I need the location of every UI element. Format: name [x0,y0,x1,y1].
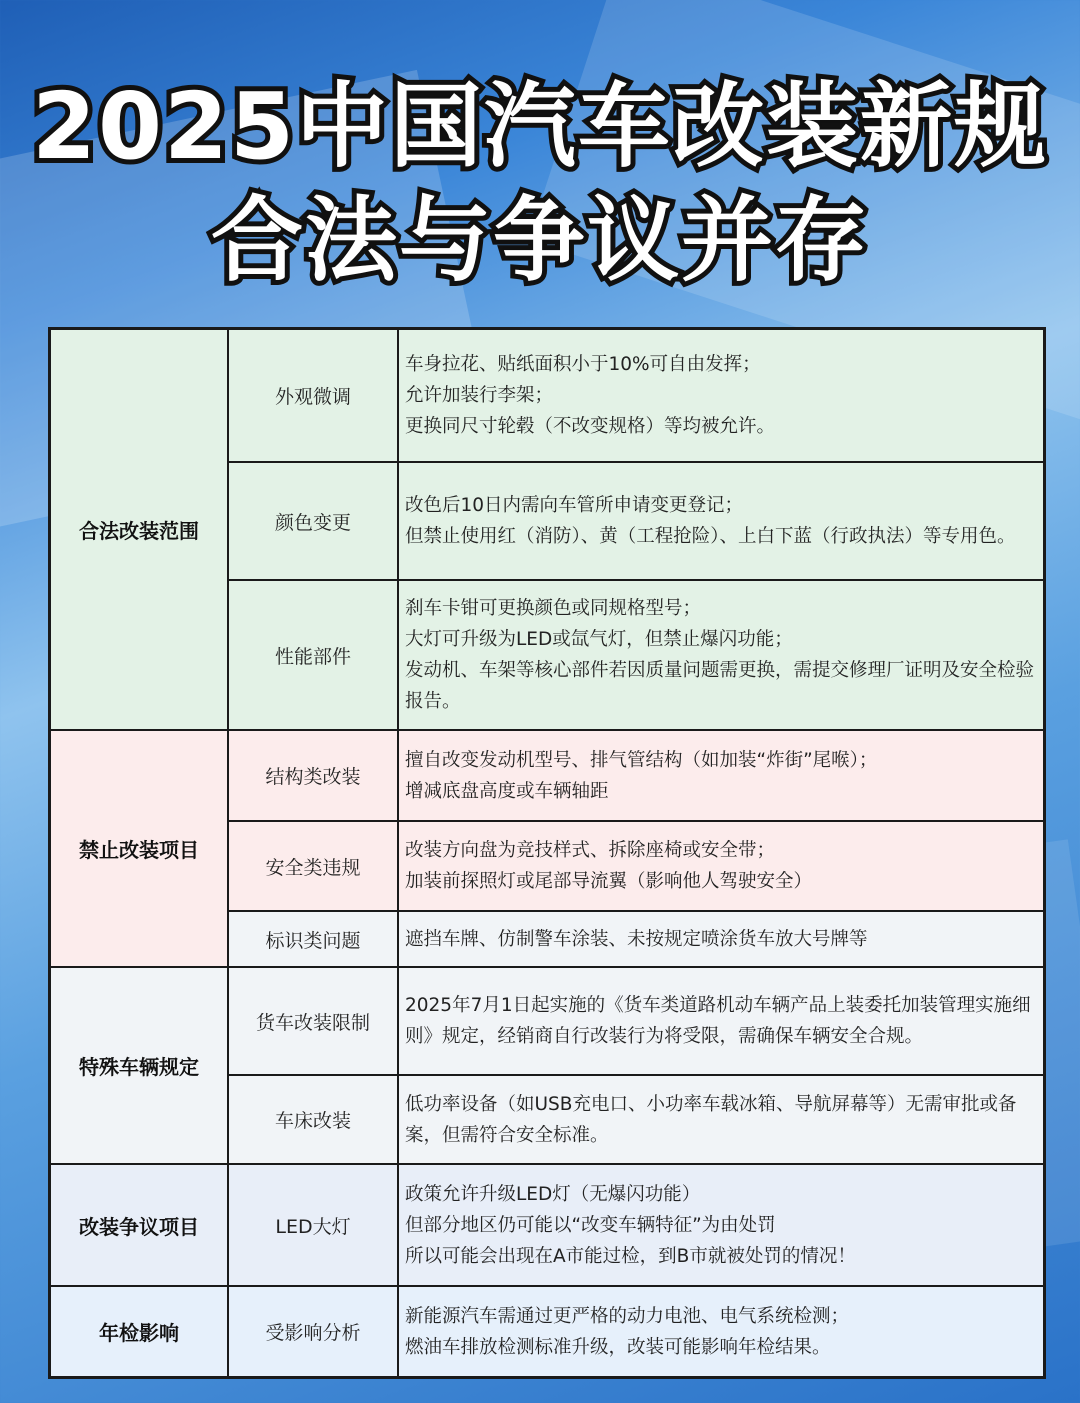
content-line: 车身拉花、贴纸面积小于10%可自由发挥； [405,354,761,375]
row-category: 车床改装 [229,1076,399,1163]
content-line: 擅自改变发动机型号、排气管结构（如加装“炸街”尾喉）； [405,749,878,771]
row-content [399,822,1043,910]
row-category: 受影响分析 [229,1287,399,1376]
content-line: 燃油车排放检测标准升级，改装可能影响年检结果。 [405,1336,831,1358]
table-row [229,1287,1043,1376]
content-line: 政策允许升级LED灯（无爆闪功能） [405,1183,701,1205]
content-line: 刹车卡钳可更换颜色或同规格型号； [405,598,702,619]
row-category: 安全类违规 [229,822,399,910]
table-row [229,731,1043,822]
content-line: 更换同尺寸轮毂（不改变规格）等均被允许。 [405,416,776,437]
content-line: 加装前探照灯或尾部导流翼（影响他人驾驶安全） [405,871,813,892]
row-category: 标识类问题 [229,912,399,966]
section-legal-scope [51,330,1043,731]
row-content [399,1165,1043,1285]
poster-title-line1: 2025中国汽车改装新规 [31,73,1049,180]
table-row [229,968,1043,1076]
row-content [399,1076,1043,1163]
table-row [229,581,1043,729]
row-category: 颜色变更 [229,463,399,579]
table-row [229,1076,1043,1163]
content-line: 改色后10日内需向车管所申请变更登记； [405,495,744,516]
content-line: 新能源汽车需通过更严格的动力电池、电气系统检测； [405,1305,850,1327]
table-row [229,1165,1043,1285]
row-category: LED大灯 [229,1165,399,1285]
content-line: 改装方向盘为竞技样式、拆除座椅或安全带； [405,840,776,861]
content-line: 发动机、车架等核心部件若因质量问题需更换，需提交修理厂证明及安全检验报告。 [405,660,1035,712]
row-content [399,912,1043,966]
row-content [399,330,1043,461]
section-prohibited [51,731,1043,968]
content-line: 但禁止使用红（消防）、黄（工程抢险）、上白下蓝（行政执法）等专用色。 [405,526,1016,547]
poster-title-line2: 合法与争议并存 [210,187,869,294]
row-category: 性能部件 [229,581,399,729]
section-label: 合法改装范围 [51,330,229,729]
row-content [399,581,1043,729]
section-special-vehicles [51,968,1043,1165]
section-disputed [51,1165,1043,1287]
content-line: 但部分地区仍可能以“改变车辆特征”为由处罚 [405,1214,776,1236]
row-content [399,1287,1043,1376]
section-label: 禁止改装项目 [51,731,229,966]
content-line: 允许加装行李架； [405,385,554,406]
content-line: 2025年7月1日起实施的《货车类道路机动车辆产品上装委托加装管理实施细则》规定，经销商自行改装行为将受限，需确保车辆安全合规。 [405,995,1031,1047]
table-row [229,463,1043,581]
table-row [229,330,1043,463]
regulation-table [48,327,1046,1379]
row-content [399,968,1043,1074]
section-annual-inspection [51,1287,1043,1376]
section-label: 改装争议项目 [51,1165,229,1285]
content-line: 大灯可升级为LED或氙气灯，但禁止爆闪功能； [405,629,793,650]
row-category: 结构类改装 [229,731,399,820]
section-label: 年检影响 [51,1287,229,1376]
content-line: 所以可能会出现在A市能过检，到B市就被处罚的情况！ [405,1245,856,1267]
section-label: 特殊车辆规定 [51,968,229,1163]
row-content [399,463,1043,579]
content-line: 增减底盘高度或车辆轴距 [405,780,609,802]
table-row [229,912,1043,966]
row-category: 外观微调 [229,330,399,461]
row-content [399,731,1043,820]
content-line: 遮挡车牌、仿制警车涂装、未按规定喷涂货车放大号牌等 [405,928,868,950]
table-row [229,822,1043,912]
content-line: 低功率设备（如USB充电口、小功率车载冰箱、导航屏幕等）无需审批或备案，但需符合安全标准。 [405,1093,1017,1146]
row-category: 货车改装限制 [229,968,399,1074]
